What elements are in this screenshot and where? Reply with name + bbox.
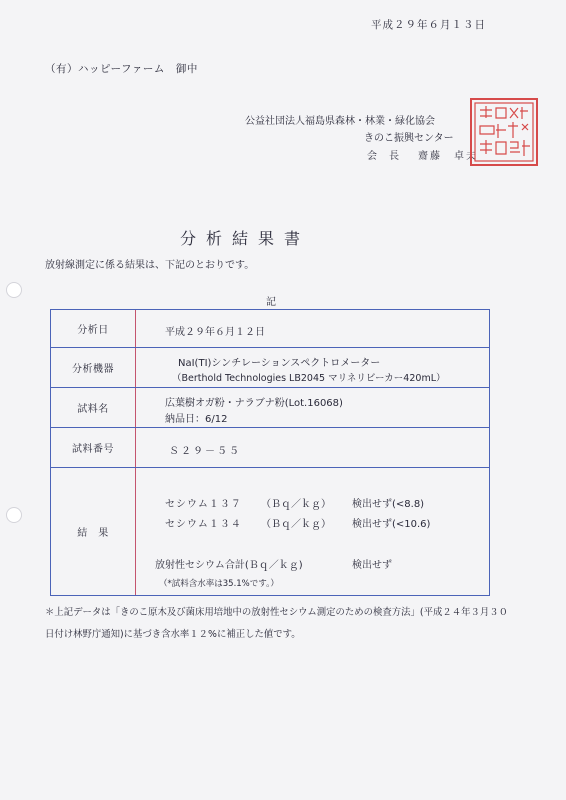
label-sample-name: 試料名: [51, 388, 136, 427]
row-instrument: [51, 348, 489, 388]
row-results: [51, 468, 489, 595]
result-table: [50, 309, 490, 596]
label-results: 結 果: [51, 468, 136, 595]
punch-hole-top: [6, 282, 22, 298]
intro-text: 放射線測定に係る結果は、下記のとおりです。: [45, 260, 255, 271]
total-cesium-value: 検出せず: [352, 560, 392, 571]
cs134-name: セシウム１３４: [165, 519, 242, 530]
cs137-value: 検出せず(<8.8): [352, 499, 425, 510]
label-sample-number: 試料番号: [51, 428, 136, 467]
official-seal: [470, 98, 538, 166]
row-sample-number: [51, 428, 489, 468]
ki-marker: 記: [266, 297, 276, 308]
row-sample-name: [51, 388, 489, 428]
row-analysis-date: [51, 310, 489, 348]
value-sample-name: 広葉樹オガ粉・ナラブナ粉(Lot.16068): [165, 398, 343, 409]
value-instrument-line2: （Berthold Technologies LB2045 マリネリビーカー420mL）: [172, 373, 446, 384]
cs137-name: セシウム１３７: [165, 499, 242, 510]
moisture-note: （*試料含水率は35.1%です。）: [159, 579, 279, 589]
punch-hole-bottom: [6, 507, 22, 523]
label-instrument: 分析機器: [51, 348, 136, 387]
total-cesium-label: 放射性セシウム合計(Ｂｑ／ｋｇ): [155, 560, 303, 571]
cs134-value: 検出せず(<10.6): [352, 519, 431, 530]
value-instrument-line1: NaI(TI)シンチレーションスペクトロメーター: [178, 358, 381, 369]
issue-date: 平成２９年６月１３日: [371, 19, 486, 31]
cs137-unit: （Ｂｑ／ｋｇ）: [261, 499, 331, 510]
cs134-unit: （Ｂｑ／ｋｇ）: [261, 519, 331, 530]
issuer-organization: 公益社団法人福島県森林・林業・緑化協会: [245, 116, 435, 127]
signatory-title: 会 長: [367, 151, 400, 162]
value-analysis-date: 平成２９年６月１２日: [165, 327, 265, 338]
issuer-department: きのこ振興センター: [364, 133, 454, 144]
footnote: ＊上記データは「きのこ原木及び菌床用培地中の放射性セシウム測定のための検査方法」(平成２４年３月３０日付け林野庁通知)に基づき含水率１２%に補正した値です。: [45, 607, 508, 640]
recipient: （有）ハッピーファーム 御中: [45, 63, 198, 75]
value-delivery-date: 納品日：6/12: [165, 414, 228, 425]
value-sample-number: Ｓ２９－５５: [169, 446, 241, 457]
seal-glyphs-icon: [472, 100, 536, 164]
issuer-signatory: [367, 147, 478, 162]
document-title: 分析結果書: [180, 229, 311, 248]
label-analysis-date: 分析日: [51, 310, 136, 347]
signatory-name: 齋藤 卓夫: [418, 151, 478, 162]
